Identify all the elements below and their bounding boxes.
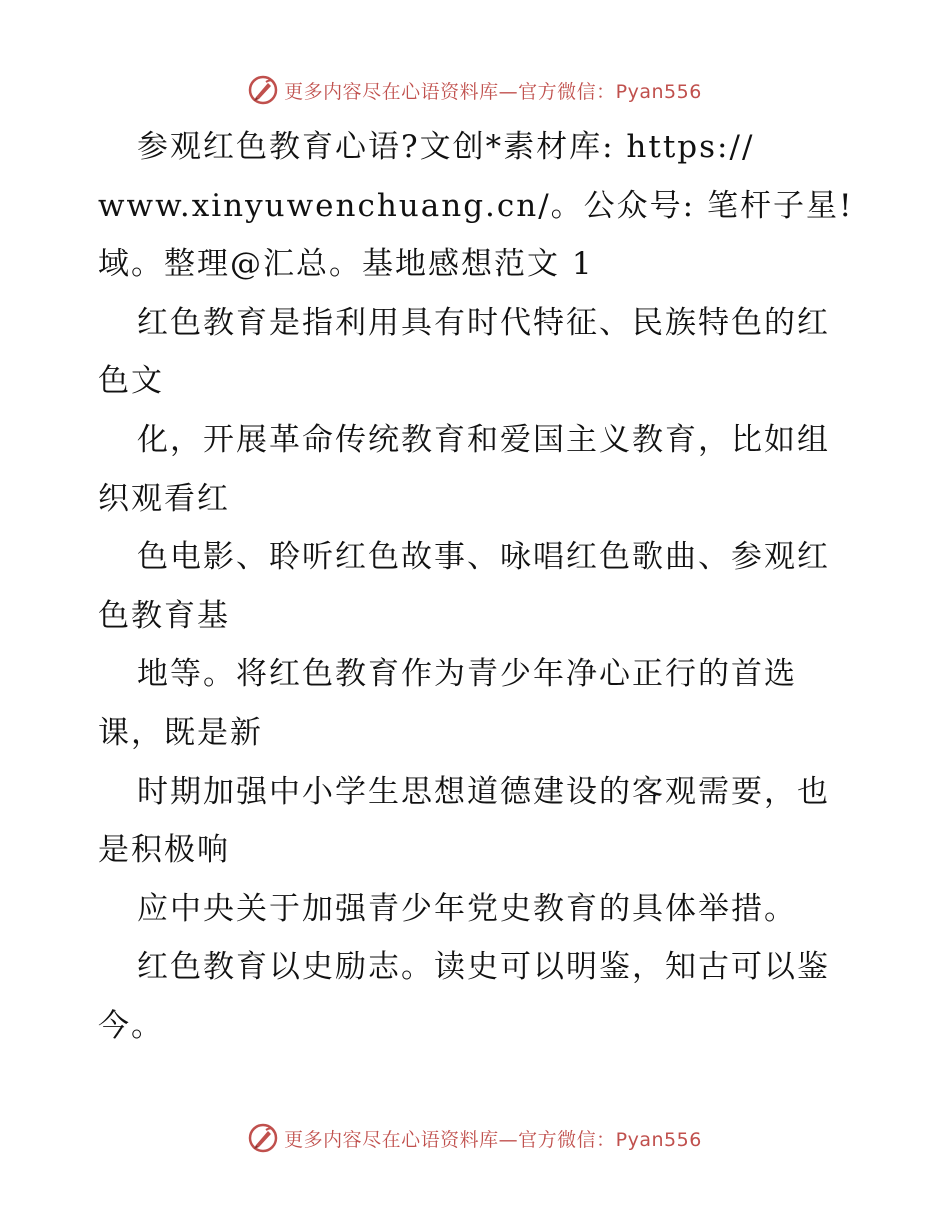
text-line: 红色教育是指利用具有时代特征、民族特色的红 xyxy=(137,304,830,341)
footer-banner xyxy=(0,1118,950,1158)
pen-logo-icon xyxy=(248,75,278,105)
text-line: 色教育基 xyxy=(98,597,230,634)
pen-logo-icon xyxy=(248,1123,278,1153)
text-line: 时期加强中小学生思想道德建设的客观需要，也 xyxy=(137,773,830,810)
text-line: www.xinyuwenchuang.cn/。公众号: 笔杆子星! xyxy=(98,187,854,224)
text-line: 色文 xyxy=(98,363,164,400)
text-line: 色电影、聆听红色故事、咏唱红色歌曲、参观红 xyxy=(137,539,830,576)
text-line: 地等。将红色教育作为青少年净心正行的首选 xyxy=(137,656,797,693)
header-banner-text: 更多内容尽在心语资料库—官方微信：Pyan556 xyxy=(284,80,702,103)
text-line: 应中央关于加强青少年党史教育的具体举措。 xyxy=(137,890,797,927)
text-line: 今。 xyxy=(98,1007,164,1044)
text-line: 域。整理@汇总。基地感想范文 1 xyxy=(98,246,594,283)
header-banner xyxy=(0,70,950,110)
document-body xyxy=(98,118,858,1056)
text-line: 是积极响 xyxy=(98,832,230,869)
text-line: 课，既是新 xyxy=(98,714,263,751)
text-line: 化，开展革命传统教育和爱国主义教育，比如组 xyxy=(137,421,830,458)
footer-banner-text: 更多内容尽在心语资料库—官方微信：Pyan556 xyxy=(284,1128,702,1151)
text-line: 参观红色教育心语?文创*素材库: https:// xyxy=(137,129,755,165)
text-line: 织观看红 xyxy=(98,480,230,517)
text-line: 红色教育以史励志。读史可以明鉴，知古可以鉴 xyxy=(137,949,830,986)
